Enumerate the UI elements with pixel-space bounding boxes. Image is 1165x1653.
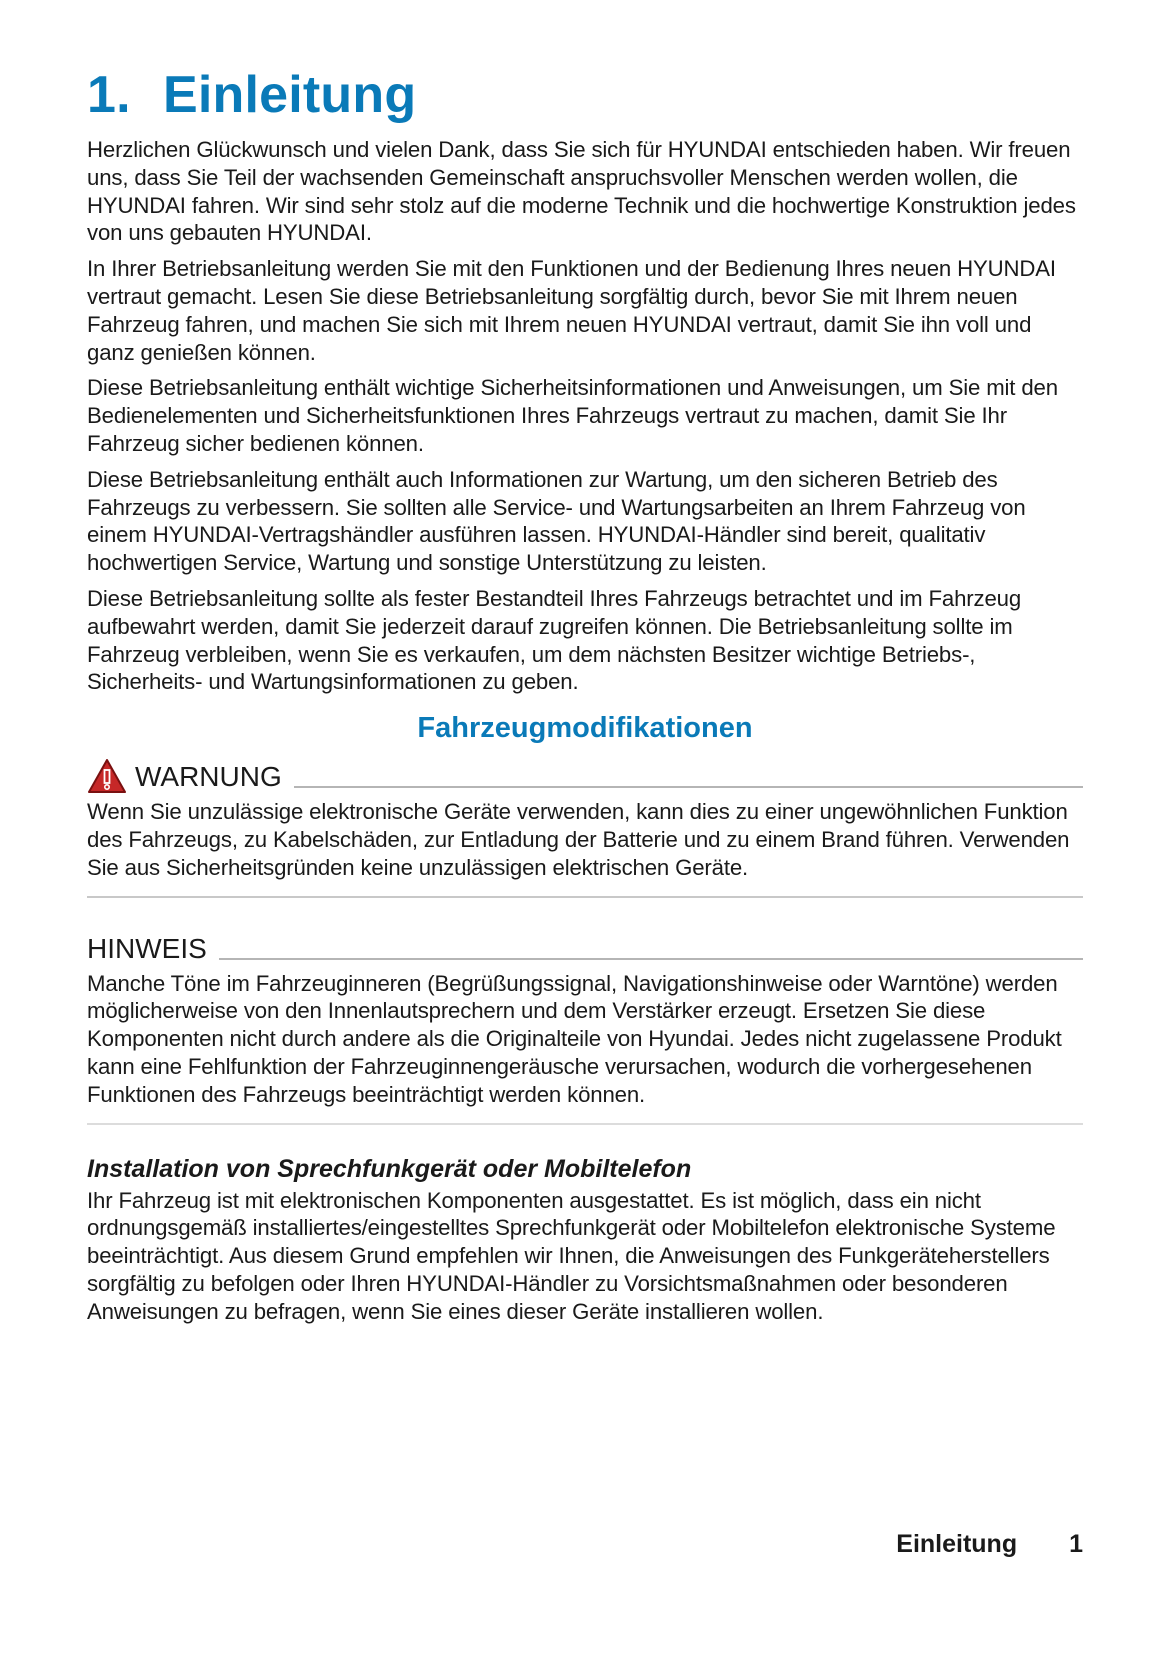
chapter-number: 1.	[87, 66, 131, 124]
notice-header	[87, 928, 1083, 966]
document-page	[87, 62, 1083, 1334]
warning-text: Wenn Sie unzulässige elektronische Geräte verwenden, kann dies zu einer ungewöhnlichen Funktion des Fahrzeugs, zu Kabelschäden, zur Entladung der Batterie und zu einem Brand führen. Verwenden Sie aus Sicherheitsgründen keine unzulässigen elektrischen Geräte.	[87, 799, 1070, 880]
divider	[294, 786, 1083, 788]
section-heading: Fahrzeugmodifikationen	[417, 712, 753, 745]
page-number: 1	[1069, 1530, 1083, 1558]
intro-paragraph: In Ihrer Betriebsanleitung werden Sie mit den Funktionen und der Bedienung Ihres neuen HYUNDAI vertraut gemacht. Lesen Sie diese Betriebsanleitung sorgfältig durch, bevor Sie mit Ihrem neuen Fahrzeug fahren, und machen Sie sich mit Ihrem neuen HYUNDAI vertraut, damit Sie ihn voll und ganz genießen können.	[87, 256, 1056, 365]
warning-callout	[87, 756, 1083, 897]
intro-paragraph: Herzlichen Glückwunsch und vielen Dank, dass Sie sich für HYUNDAI entschieden haben. Wir freuen uns, dass Sie Teil der wachsenden Gemeinschaft anspruchsvoller Menschen werden wollen, die HYUNDAI fahren. Wir sind sehr stolz auf die moderne Technik und die hochwertige Konstruktion jedes von uns gebauten HYUNDAI.	[87, 137, 1076, 246]
intro-paragraph: Diese Betriebsanleitung enthält wichtige Sicherheitsinformationen und Anweisungen, um Sie mit den Bedienelementen und Sicherheitsfunktionen Ihres Fahrzeugs vertraut zu machen, damit Sie Ihr Fahrzeug sicher bedienen können.	[87, 375, 1058, 456]
divider	[87, 896, 1083, 898]
page-footer	[0, 1530, 1083, 1559]
notice-callout	[87, 928, 1083, 1125]
notice-label: HINWEIS	[87, 932, 207, 964]
warning-header	[87, 756, 1083, 794]
chapter-title	[87, 62, 1083, 128]
chapter-title-text: Einleitung	[163, 66, 417, 124]
warning-label: WARNUNG	[135, 761, 282, 793]
installation-text: Ihr Fahrzeug ist mit elektronischen Komponenten ausgestattet. Es ist möglich, dass ein nicht ordnungsgemäß installiertes/eingestelltes Sprechfunkgerät oder Mobiltelefon elektronische Systeme beeinträchtigt. Aus diesem Grund empfehlen wir Ihnen, die Anweisungen des Funkgeräteherstellers sorgfältig zu befolgen oder Ihren HYUNDAI-Händler zu Vorsichtsmaßnahmen oder besonderen Anweisungen zu befragen, wenn Sie eines dieser Geräte installieren wollen.	[87, 1187, 1056, 1324]
divider	[219, 958, 1083, 960]
divider	[87, 1123, 1083, 1125]
warning-triangle-icon	[87, 758, 127, 794]
intro-paragraph: Diese Betriebsanleitung enthält auch Informationen zur Wartung, um den sicheren Betrieb des Fahrzeugs zu verbessern. Sie sollten alle Service- und Wartungsarbeiten an Ihrem Fahrzeug von einem HYUNDAI-Vertragshändler ausführen lassen. HYUNDAI-Händler sind bereit, qualitativ hochwertigen Service, Wartung und sonstige Unterstützung zu leisten.	[87, 466, 1026, 576]
notice-text: Manche Töne im Fahrzeuginneren (Begrüßungssignal, Navigationshinweise oder Warntöne) werden möglicherweise von den Innenlautsprechern und dem Verstärker erzeugt. Ersetzen Sie diese Komponenten nicht durch andere als die Originalteile von Hyundai. Jedes nicht zugelassene Produkt kann eine Fehlfunktion der Fahrzeuginnengeräusche verursachen, wodurch die vorhergesehenen Funktionen des Fahrzeugs beeinträchtigt werden können.	[87, 970, 1062, 1107]
installation-heading: Installation von Sprechfunkgerät oder Mobiltelefon	[87, 1154, 692, 1183]
footer-section-label: Einleitung	[896, 1530, 1018, 1558]
intro-paragraph: Diese Betriebsanleitung sollte als fester Bestandteil Ihres Fahrzeugs betrachtet und im Fahrzeug aufbewahrt werden, damit Sie jederzeit darauf zugreifen können. Die Betriebsanleitung sollte im Fahrzeug verbleiben, wenn Sie es verkaufen, um dem nächsten Besitzer wichtige Betriebs-, Sicherheits- und Wartungsinformationen zu geben.	[87, 585, 1022, 695]
